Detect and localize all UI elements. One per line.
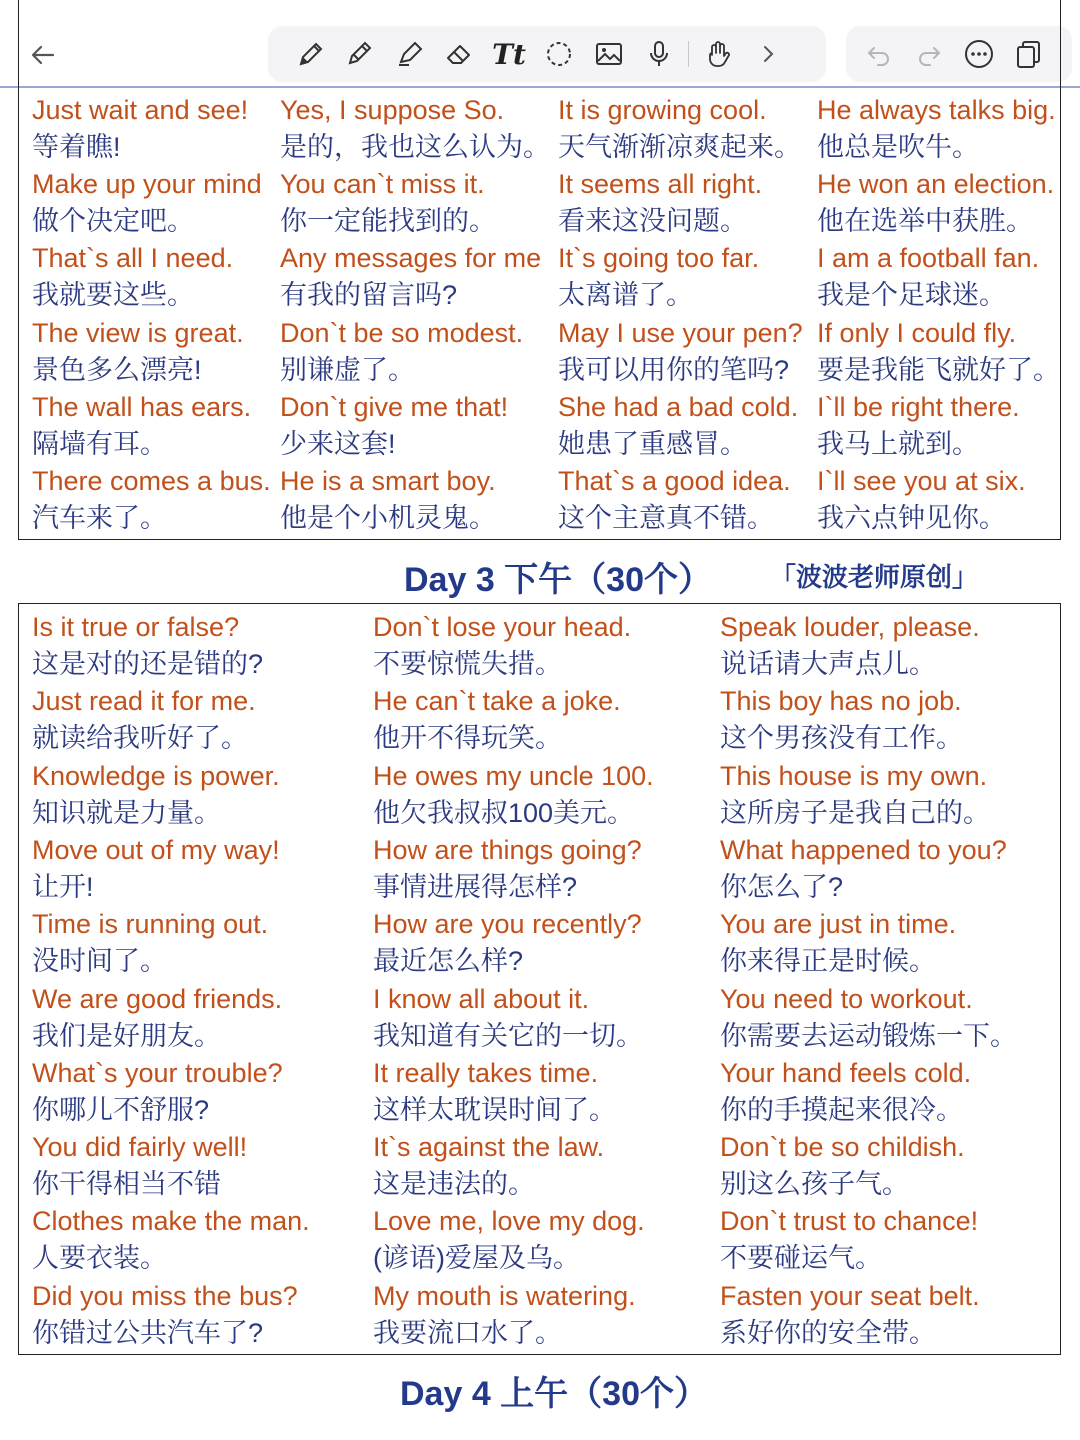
english-phrase: What`s your trouble? <box>32 1057 283 1088</box>
english-phrase: Clothes make the man. <box>32 1206 310 1237</box>
chinese-translation: 他开不得玩笑。 <box>373 723 562 754</box>
english-phrase: I am a football fan. <box>817 243 1040 274</box>
chinese-translation: 我就要这些。 <box>32 280 194 311</box>
chinese-translation: 有我的留言吗? <box>280 280 458 311</box>
chinese-translation: 景色多么漂亮! <box>32 354 202 385</box>
chinese-translation: 你怎么了? <box>720 871 844 902</box>
chinese-translation: 太离谱了。 <box>558 280 693 311</box>
chinese-translation: 我马上就到。 <box>817 428 979 459</box>
english-phrase: It really takes time. <box>373 1057 599 1088</box>
english-phrase: You can`t miss it. <box>280 169 485 200</box>
english-phrase: Any messages for me <box>280 243 542 274</box>
english-phrase: Your hand feels cold. <box>720 1057 972 1088</box>
chinese-translation: 我可以用你的笔吗? <box>558 354 790 385</box>
chinese-translation: 你错过公共汽车了? <box>32 1317 264 1348</box>
english-phrase: How are things going? <box>373 834 642 865</box>
chinese-translation: 这个男孩没有工作。 <box>720 723 963 754</box>
english-phrase: We are good friends. <box>32 983 283 1014</box>
chinese-translation: 人要衣装。 <box>32 1243 167 1274</box>
english-phrase: He always talks big. <box>817 95 1056 125</box>
chinese-translation: 做个决定吧。 <box>32 206 194 237</box>
english-phrase: Make up your mind <box>32 169 262 200</box>
chinese-translation: 你一定能找到的。 <box>280 206 496 237</box>
chinese-translation: 让开! <box>32 871 94 902</box>
chinese-translation: 少来这套! <box>280 428 396 459</box>
english-phrase: How are you recently? <box>373 909 642 940</box>
english-phrase: There comes a bus. <box>32 466 271 496</box>
chinese-translation: 我知道有关它的一切。 <box>373 1020 643 1051</box>
english-phrase: I know all about it. <box>373 983 590 1014</box>
english-phrase: This house is my own. <box>720 760 988 791</box>
english-phrase: This boy has no job. <box>720 686 962 717</box>
english-phrase: Fasten your seat belt. <box>720 1280 980 1311</box>
english-phrase: Love me, love my dog. <box>373 1206 645 1237</box>
english-phrase: He owes my uncle 100. <box>373 760 654 791</box>
english-phrase: Is it true or false? <box>32 612 240 642</box>
chinese-translation: 别谦虚了。 <box>280 354 415 385</box>
chinese-translation: 看来这没问题。 <box>558 206 747 237</box>
chinese-translation: 他欠我叔叔100美元。 <box>373 797 635 828</box>
chinese-translation: 你干得相当不错 <box>32 1169 221 1200</box>
chinese-translation: 我是个足球迷。 <box>817 280 1006 311</box>
english-phrase: You need to workout. <box>720 983 973 1014</box>
english-phrase: Just read it for me. <box>32 686 256 717</box>
chinese-translation: 说话请大声点儿。 <box>720 649 936 679</box>
english-phrase: Don`t lose your head. <box>373 612 632 642</box>
chinese-translation: 系好你的安全带。 <box>720 1317 936 1348</box>
english-phrase: You are just in time. <box>720 909 957 940</box>
english-phrase: If only I could fly. <box>817 317 1017 348</box>
english-phrase: What happened to you? <box>720 834 1007 865</box>
english-phrase: It is growing cool. <box>558 95 767 125</box>
english-phrase: I`ll see you at six. <box>817 466 1026 496</box>
text-tool-icon: Tt <box>492 37 526 71</box>
english-phrase: Don`t trust to chance! <box>720 1206 979 1237</box>
english-phrase: He won an election. <box>817 169 1055 200</box>
english-phrase: Time is running out. <box>32 909 269 940</box>
chinese-translation: 你需要去运动锻炼一下。 <box>720 1020 1017 1051</box>
chinese-translation: 我要流口水了。 <box>373 1317 562 1348</box>
chinese-translation: 是的，我也这么认为。 <box>280 132 550 162</box>
english-phrase: He is a smart boy. <box>280 466 496 496</box>
english-phrase: The wall has ears. <box>32 391 252 422</box>
chinese-translation: 汽车来了。 <box>32 503 167 533</box>
english-phrase: My mouth is watering. <box>373 1280 636 1311</box>
chinese-translation: 没时间了。 <box>32 946 167 977</box>
chinese-translation: 知识就是力量。 <box>32 797 221 828</box>
chinese-translation: 我六点钟见你。 <box>817 503 1006 533</box>
chinese-translation: 他在选举中获胜。 <box>817 206 1033 237</box>
chinese-translation: 天气渐渐凉爽起来。 <box>558 132 801 162</box>
english-phrase: Move out of my way! <box>32 834 280 865</box>
english-phrase: He can`t take a joke. <box>373 686 621 717</box>
english-phrase: Speak louder, please. <box>720 612 980 642</box>
chinese-translation: 别这么孩子气。 <box>720 1169 909 1200</box>
chinese-translation: 我们是好朋友。 <box>32 1020 221 1051</box>
chinese-translation: 这样太耽误时间了。 <box>373 1094 616 1125</box>
english-phrase: It`s against the law. <box>373 1132 605 1163</box>
chinese-translation: 要是我能飞就好了。 <box>817 354 1060 385</box>
chinese-translation: 你哪儿不舒服? <box>32 1094 210 1125</box>
chinese-translation: 就读给我听好了。 <box>32 723 248 754</box>
english-phrase: Just wait and see! <box>32 95 249 125</box>
english-phrase: She had a bad cold. <box>558 391 799 422</box>
english-phrase: You did fairly well! <box>32 1132 248 1163</box>
chinese-translation: 这所房子是我自己的。 <box>720 797 990 828</box>
english-phrase: Knowledge is power. <box>32 760 280 791</box>
chinese-translation: 你来得正是时候。 <box>720 946 936 977</box>
chinese-translation: 这是对的还是错的? <box>32 649 264 679</box>
english-phrase: Don`t give me that! <box>280 391 509 422</box>
chinese-translation: 你的手摸起来很冷。 <box>720 1094 963 1125</box>
chinese-translation: 隔墙有耳。 <box>32 428 167 459</box>
chinese-translation: 这是违法的。 <box>373 1169 535 1200</box>
day3-heading: Day 3 下午（30个） <box>404 561 712 599</box>
chinese-translation: 不要碰运气。 <box>720 1243 882 1274</box>
chinese-translation: 事情进展得怎样? <box>373 871 578 902</box>
chinese-translation: (谚语)爱屋及乌。 <box>373 1243 580 1274</box>
chinese-translation: 最近怎么样? <box>373 946 524 977</box>
chinese-translation: 她患了重感冒。 <box>558 428 747 459</box>
author-credit: 「波波老师原创」 <box>770 562 979 592</box>
english-phrase: Did you miss the bus? <box>32 1280 298 1311</box>
english-phrase: Don`t be so childish. <box>720 1132 965 1163</box>
day4-heading: Day 4 上午（30个） <box>400 1375 708 1413</box>
english-phrase: It seems all right. <box>558 169 763 200</box>
english-phrase: Don`t be so modest. <box>280 317 524 348</box>
chinese-translation: 不要惊慌失措。 <box>373 649 562 679</box>
english-phrase: That`s all I need. <box>32 243 234 274</box>
english-phrase: May I use your pen? <box>558 317 803 348</box>
english-phrase: I`ll be right there. <box>817 391 1020 422</box>
chinese-translation: 这个主意真不错。 <box>558 503 774 533</box>
english-phrase: The view is great. <box>32 317 244 348</box>
chinese-translation: 他是个小机灵鬼。 <box>280 503 496 533</box>
english-phrase: Yes, I suppose So. <box>280 95 505 125</box>
english-phrase: That`s a good idea. <box>558 466 791 496</box>
chinese-translation: 等着瞧! <box>32 132 121 162</box>
chinese-translation: 他总是吹牛。 <box>817 132 979 162</box>
english-phrase: It`s going too far. <box>558 243 760 274</box>
